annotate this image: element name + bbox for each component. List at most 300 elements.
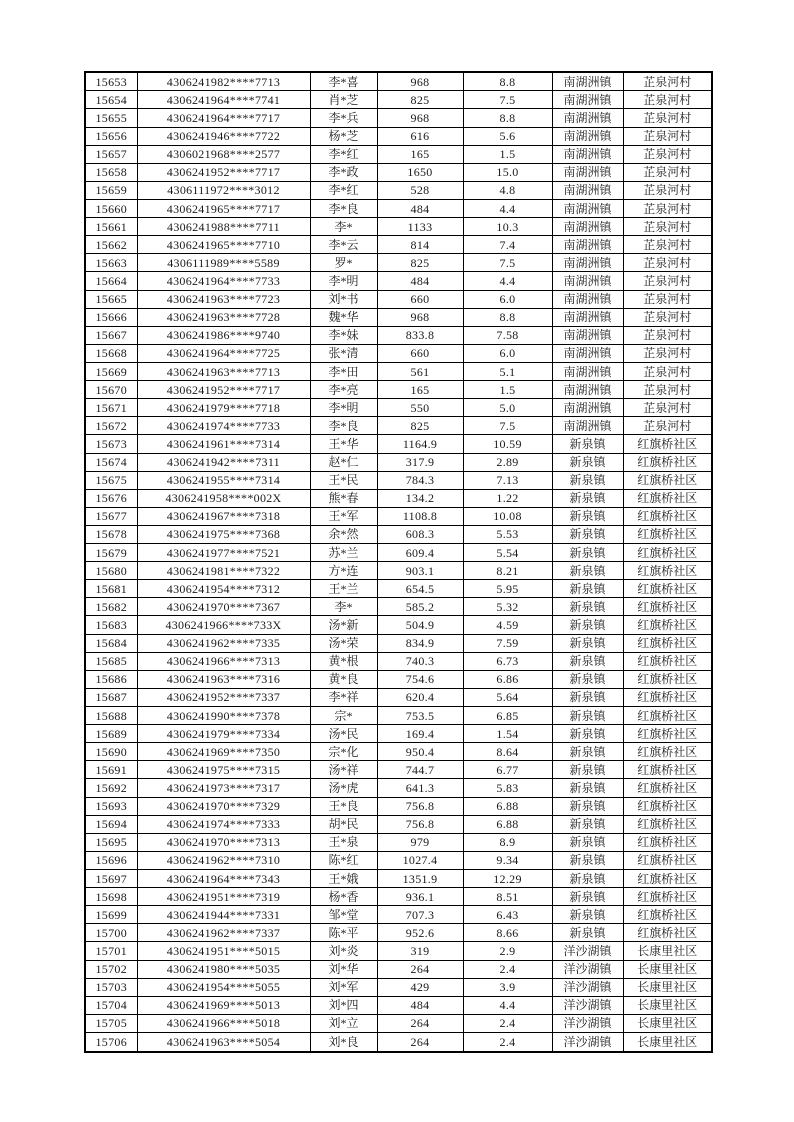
cell-name: 李*祥 <box>310 688 377 706</box>
cell-id-number: 4306241962****7310 <box>137 851 310 869</box>
cell-value-2: 5.54 <box>463 544 552 562</box>
cell-serial-number: 15688 <box>85 707 137 725</box>
cell-town: 新泉镇 <box>552 779 623 797</box>
cell-town: 南湖洲镇 <box>552 199 623 217</box>
cell-value-2: 7.4 <box>463 236 552 254</box>
cell-value-2: 5.6 <box>463 127 552 145</box>
cell-village: 芷泉河村 <box>623 127 712 145</box>
cell-village: 芷泉河村 <box>623 417 712 435</box>
cell-name: 陈*平 <box>310 924 377 942</box>
cell-village: 长康里社区 <box>623 1033 712 1053</box>
cell-village: 芷泉河村 <box>623 344 712 362</box>
cell-id-number: 4306241969****5013 <box>137 996 310 1014</box>
cell-town: 洋沙湖镇 <box>552 942 623 960</box>
cell-name: 杨*香 <box>310 888 377 906</box>
cell-village: 红旗桥社区 <box>623 833 712 851</box>
cell-town: 新泉镇 <box>552 851 623 869</box>
table-row <box>85 199 712 217</box>
cell-value-2: 8.9 <box>463 833 552 851</box>
cell-value-2: 4.4 <box>463 199 552 217</box>
cell-value-2: 7.13 <box>463 471 552 489</box>
cell-value-1: 936.1 <box>377 888 463 906</box>
cell-village: 芷泉河村 <box>623 181 712 199</box>
cell-value-2: 5.0 <box>463 399 552 417</box>
cell-id-number: 4306241966****733X <box>137 616 310 634</box>
cell-value-1: 609.4 <box>377 544 463 562</box>
cell-town: 洋沙湖镇 <box>552 1014 623 1032</box>
cell-serial-number: 15671 <box>85 399 137 417</box>
cell-town: 南湖洲镇 <box>552 91 623 109</box>
cell-serial-number: 15672 <box>85 417 137 435</box>
cell-town: 新泉镇 <box>552 435 623 453</box>
cell-value-1: 1133 <box>377 218 463 236</box>
cell-town: 新泉镇 <box>552 544 623 562</box>
table-row <box>85 399 712 417</box>
cell-value-1: 968 <box>377 109 463 127</box>
cell-town: 南湖洲镇 <box>552 181 623 199</box>
cell-serial-number: 15661 <box>85 218 137 236</box>
cell-serial-number: 15692 <box>85 779 137 797</box>
cell-town: 南湖洲镇 <box>552 344 623 362</box>
cell-serial-number: 15678 <box>85 525 137 543</box>
cell-id-number: 4306241974****7333 <box>137 815 310 833</box>
cell-town: 新泉镇 <box>552 453 623 471</box>
cell-name: 王*泉 <box>310 833 377 851</box>
cell-name: 李*喜 <box>310 72 377 91</box>
cell-serial-number: 15704 <box>85 996 137 1014</box>
cell-name: 张*清 <box>310 344 377 362</box>
cell-id-number: 4306241988****7711 <box>137 218 310 236</box>
cell-value-1: 654.5 <box>377 580 463 598</box>
cell-name: 汤*祥 <box>310 761 377 779</box>
cell-serial-number: 15691 <box>85 761 137 779</box>
table-row <box>85 236 712 254</box>
cell-town: 新泉镇 <box>552 870 623 888</box>
cell-value-1: 903.1 <box>377 562 463 580</box>
table-row <box>85 290 712 308</box>
cell-id-number: 4306241977****7521 <box>137 544 310 562</box>
cell-name: 李*云 <box>310 236 377 254</box>
cell-village: 长康里社区 <box>623 996 712 1014</box>
cell-id-number: 4306241969****7350 <box>137 743 310 761</box>
table-row <box>85 743 712 761</box>
cell-town: 新泉镇 <box>552 888 623 906</box>
cell-id-number: 4306241964****7343 <box>137 870 310 888</box>
cell-id-number: 4306241942****7311 <box>137 453 310 471</box>
cell-value-1: 264 <box>377 960 463 978</box>
cell-value-1: 660 <box>377 344 463 362</box>
cell-town: 洋沙湖镇 <box>552 996 623 1014</box>
cell-name: 李*妹 <box>310 326 377 344</box>
table-row <box>85 72 712 91</box>
cell-id-number: 4306241954****5055 <box>137 978 310 996</box>
cell-name: 魏*华 <box>310 308 377 326</box>
cell-value-1: 1650 <box>377 163 463 181</box>
cell-village: 芷泉河村 <box>623 145 712 163</box>
cell-town: 新泉镇 <box>552 924 623 942</box>
cell-value-2: 4.4 <box>463 996 552 1014</box>
cell-value-1: 620.4 <box>377 688 463 706</box>
cell-value-1: 814 <box>377 236 463 254</box>
cell-id-number: 4306241946****7722 <box>137 127 310 145</box>
table-row <box>85 218 712 236</box>
cell-value-1: 833.8 <box>377 326 463 344</box>
cell-name: 宗*化 <box>310 743 377 761</box>
table-row <box>85 851 712 869</box>
cell-serial-number: 15662 <box>85 236 137 254</box>
cell-serial-number: 15686 <box>85 670 137 688</box>
cell-village: 红旗桥社区 <box>623 435 712 453</box>
cell-value-1: 1164.9 <box>377 435 463 453</box>
cell-name: 汤*虎 <box>310 779 377 797</box>
table-row <box>85 688 712 706</box>
cell-town: 南湖洲镇 <box>552 308 623 326</box>
cell-id-number: 4306241954****7312 <box>137 580 310 598</box>
cell-value-1: 264 <box>377 1033 463 1053</box>
cell-value-1: 264 <box>377 1014 463 1032</box>
cell-name: 陈*红 <box>310 851 377 869</box>
cell-town: 南湖洲镇 <box>552 326 623 344</box>
cell-value-1: 968 <box>377 72 463 91</box>
cell-village: 红旗桥社区 <box>623 688 712 706</box>
cell-village: 红旗桥社区 <box>623 797 712 815</box>
cell-village: 芷泉河村 <box>623 399 712 417</box>
cell-name: 汤*新 <box>310 616 377 634</box>
cell-village: 长康里社区 <box>623 978 712 996</box>
cell-name: 刘*四 <box>310 996 377 1014</box>
cell-name: 李*田 <box>310 362 377 380</box>
cell-village: 芷泉河村 <box>623 326 712 344</box>
cell-value-2: 6.43 <box>463 906 552 924</box>
cell-village: 芷泉河村 <box>623 218 712 236</box>
cell-name: 王*良 <box>310 797 377 815</box>
cell-id-number: 4306241975****7368 <box>137 525 310 543</box>
cell-name: 刘*立 <box>310 1014 377 1032</box>
cell-village: 长康里社区 <box>623 942 712 960</box>
cell-town: 洋沙湖镇 <box>552 960 623 978</box>
table-row <box>85 906 712 924</box>
cell-serial-number: 15670 <box>85 381 137 399</box>
cell-village: 红旗桥社区 <box>623 725 712 743</box>
table-row <box>85 562 712 580</box>
cell-town: 新泉镇 <box>552 906 623 924</box>
cell-serial-number: 15690 <box>85 743 137 761</box>
cell-serial-number: 15653 <box>85 72 137 91</box>
table-row <box>85 145 712 163</box>
cell-value-1: 134.2 <box>377 489 463 507</box>
table-row <box>85 326 712 344</box>
cell-name: 汤*民 <box>310 725 377 743</box>
table-row <box>85 362 712 380</box>
cell-value-1: 484 <box>377 272 463 290</box>
cell-value-1: 754.6 <box>377 670 463 688</box>
cell-serial-number: 15668 <box>85 344 137 362</box>
cell-value-1: 429 <box>377 978 463 996</box>
cell-name: 王*华 <box>310 435 377 453</box>
cell-village: 红旗桥社区 <box>623 870 712 888</box>
cell-id-number: 4306241970****7367 <box>137 598 310 616</box>
cell-value-2: 4.4 <box>463 272 552 290</box>
cell-name: 李*良 <box>310 417 377 435</box>
cell-value-2: 8.21 <box>463 562 552 580</box>
table-row <box>85 91 712 109</box>
table-row <box>85 544 712 562</box>
cell-village: 芷泉河村 <box>623 72 712 91</box>
table-row <box>85 381 712 399</box>
cell-town: 新泉镇 <box>552 507 623 525</box>
cell-serial-number: 15698 <box>85 888 137 906</box>
cell-town: 南湖洲镇 <box>552 72 623 91</box>
cell-village: 红旗桥社区 <box>623 525 712 543</box>
cell-value-1: 561 <box>377 362 463 380</box>
table-row <box>85 525 712 543</box>
cell-id-number: 4306241951****7319 <box>137 888 310 906</box>
cell-town: 南湖洲镇 <box>552 381 623 399</box>
cell-value-2: 2.89 <box>463 453 552 471</box>
cell-value-1: 825 <box>377 91 463 109</box>
table-row <box>85 127 712 145</box>
table-row <box>85 453 712 471</box>
cell-value-2: 6.85 <box>463 707 552 725</box>
cell-village: 红旗桥社区 <box>623 634 712 652</box>
cell-name: 黄*根 <box>310 652 377 670</box>
cell-id-number: 4306241952****7717 <box>137 163 310 181</box>
cell-id-number: 4306241955****7314 <box>137 471 310 489</box>
cell-value-1: 707.3 <box>377 906 463 924</box>
cell-id-number: 4306241951****5015 <box>137 942 310 960</box>
cell-village: 红旗桥社区 <box>623 471 712 489</box>
cell-name: 余*然 <box>310 525 377 543</box>
cell-name: 李*红 <box>310 181 377 199</box>
cell-value-2: 6.77 <box>463 761 552 779</box>
cell-village: 红旗桥社区 <box>623 779 712 797</box>
cell-village: 红旗桥社区 <box>623 761 712 779</box>
cell-id-number: 4306241990****7378 <box>137 707 310 725</box>
cell-value-1: 608.3 <box>377 525 463 543</box>
cell-value-2: 1.5 <box>463 381 552 399</box>
table-row <box>85 1033 712 1053</box>
cell-value-1: 550 <box>377 399 463 417</box>
cell-value-1: 165 <box>377 145 463 163</box>
cell-id-number: 4306241980****5035 <box>137 960 310 978</box>
table-row <box>85 761 712 779</box>
cell-serial-number: 15675 <box>85 471 137 489</box>
cell-value-1: 1027.4 <box>377 851 463 869</box>
table-row <box>85 181 712 199</box>
cell-value-2: 6.0 <box>463 290 552 308</box>
cell-town: 新泉镇 <box>552 580 623 598</box>
cell-town: 新泉镇 <box>552 833 623 851</box>
cell-village: 芷泉河村 <box>623 362 712 380</box>
cell-name: 罗* <box>310 254 377 272</box>
cell-serial-number: 15676 <box>85 489 137 507</box>
cell-town: 新泉镇 <box>552 634 623 652</box>
cell-value-2: 5.64 <box>463 688 552 706</box>
cell-name: 胡*民 <box>310 815 377 833</box>
cell-value-2: 8.66 <box>463 924 552 942</box>
cell-village: 红旗桥社区 <box>623 562 712 580</box>
cell-town: 新泉镇 <box>552 670 623 688</box>
cell-town: 新泉镇 <box>552 725 623 743</box>
cell-town: 新泉镇 <box>552 525 623 543</box>
cell-id-number: 4306241961****7314 <box>137 435 310 453</box>
table-row <box>85 308 712 326</box>
cell-serial-number: 15658 <box>85 163 137 181</box>
table-row <box>85 833 712 851</box>
cell-id-number: 4306241962****7337 <box>137 924 310 942</box>
cell-value-2: 12.29 <box>463 870 552 888</box>
cell-serial-number: 15655 <box>85 109 137 127</box>
cell-town: 南湖洲镇 <box>552 254 623 272</box>
cell-value-2: 1.5 <box>463 145 552 163</box>
cell-name: 熊*春 <box>310 489 377 507</box>
cell-value-1: 317.9 <box>377 453 463 471</box>
cell-value-1: 1351.9 <box>377 870 463 888</box>
cell-value-2: 2.4 <box>463 1033 552 1053</box>
cell-name: 赵*仁 <box>310 453 377 471</box>
cell-name: 王*娥 <box>310 870 377 888</box>
cell-serial-number: 15680 <box>85 562 137 580</box>
cell-id-number: 4306241952****7337 <box>137 688 310 706</box>
cell-village: 芷泉河村 <box>623 109 712 127</box>
cell-value-2: 10.08 <box>463 507 552 525</box>
cell-value-1: 952.6 <box>377 924 463 942</box>
cell-town: 洋沙湖镇 <box>552 978 623 996</box>
cell-name: 王*军 <box>310 507 377 525</box>
cell-serial-number: 15681 <box>85 580 137 598</box>
cell-value-2: 5.95 <box>463 580 552 598</box>
cell-value-1: 753.5 <box>377 707 463 725</box>
table-row <box>85 707 712 725</box>
table-row <box>85 942 712 960</box>
cell-id-number: 4306241964****7725 <box>137 344 310 362</box>
table-body <box>85 72 712 1052</box>
cell-town: 洋沙湖镇 <box>552 1033 623 1053</box>
cell-value-2: 7.5 <box>463 254 552 272</box>
table-row <box>85 272 712 290</box>
table-row <box>85 725 712 743</box>
cell-value-2: 8.8 <box>463 72 552 91</box>
cell-village: 芷泉河村 <box>623 290 712 308</box>
cell-value-1: 825 <box>377 254 463 272</box>
cell-village: 红旗桥社区 <box>623 906 712 924</box>
cell-value-2: 2.9 <box>463 942 552 960</box>
cell-town: 南湖洲镇 <box>552 127 623 145</box>
cell-id-number: 4306241963****7723 <box>137 290 310 308</box>
cell-value-1: 979 <box>377 833 463 851</box>
cell-village: 芷泉河村 <box>623 236 712 254</box>
cell-name: 李*明 <box>310 272 377 290</box>
cell-value-2: 5.1 <box>463 362 552 380</box>
cell-town: 南湖洲镇 <box>552 272 623 290</box>
cell-value-2: 2.4 <box>463 960 552 978</box>
cell-village: 芷泉河村 <box>623 254 712 272</box>
table-row <box>85 797 712 815</box>
cell-value-2: 1.22 <box>463 489 552 507</box>
cell-value-2: 10.59 <box>463 435 552 453</box>
cell-serial-number: 15660 <box>85 199 137 217</box>
cell-village: 长康里社区 <box>623 1014 712 1032</box>
cell-name: 王*民 <box>310 471 377 489</box>
table-row <box>85 344 712 362</box>
cell-id-number: 4306241986****9740 <box>137 326 310 344</box>
cell-id-number: 4306241965****7717 <box>137 199 310 217</box>
cell-village: 红旗桥社区 <box>623 453 712 471</box>
cell-serial-number: 15706 <box>85 1033 137 1053</box>
cell-id-number: 4306241964****7717 <box>137 109 310 127</box>
table-row <box>85 471 712 489</box>
cell-name: 李*明 <box>310 399 377 417</box>
cell-value-2: 1.54 <box>463 725 552 743</box>
cell-id-number: 4306111989****5589 <box>137 254 310 272</box>
cell-name: 刘*书 <box>310 290 377 308</box>
cell-id-number: 4306241944****7331 <box>137 906 310 924</box>
table-row <box>85 670 712 688</box>
cell-town: 新泉镇 <box>552 797 623 815</box>
table-row <box>85 616 712 634</box>
cell-value-2: 8.51 <box>463 888 552 906</box>
cell-town: 新泉镇 <box>552 489 623 507</box>
cell-value-2: 6.88 <box>463 815 552 833</box>
cell-town: 南湖洲镇 <box>552 417 623 435</box>
cell-name: 李*良 <box>310 199 377 217</box>
cell-value-1: 165 <box>377 381 463 399</box>
cell-value-1: 319 <box>377 942 463 960</box>
cell-town: 南湖洲镇 <box>552 362 623 380</box>
cell-name: 李*亮 <box>310 381 377 399</box>
cell-village: 芷泉河村 <box>623 91 712 109</box>
cell-serial-number: 15689 <box>85 725 137 743</box>
cell-id-number: 4306241964****7741 <box>137 91 310 109</box>
cell-value-1: 528 <box>377 181 463 199</box>
cell-village: 芷泉河村 <box>623 272 712 290</box>
cell-id-number: 4306241964****7733 <box>137 272 310 290</box>
cell-value-2: 6.0 <box>463 344 552 362</box>
cell-value-2: 6.88 <box>463 797 552 815</box>
cell-serial-number: 15685 <box>85 652 137 670</box>
table-row <box>85 634 712 652</box>
cell-serial-number: 15664 <box>85 272 137 290</box>
cell-id-number: 4306241974****7733 <box>137 417 310 435</box>
cell-village: 红旗桥社区 <box>623 851 712 869</box>
table-row <box>85 1014 712 1032</box>
table-row <box>85 888 712 906</box>
cell-serial-number: 15694 <box>85 815 137 833</box>
subsidy-table <box>84 71 713 1053</box>
table-row <box>85 779 712 797</box>
cell-serial-number: 15699 <box>85 906 137 924</box>
cell-value-2: 7.59 <box>463 634 552 652</box>
cell-serial-number: 15669 <box>85 362 137 380</box>
cell-value-2: 4.59 <box>463 616 552 634</box>
cell-serial-number: 15683 <box>85 616 137 634</box>
cell-value-1: 484 <box>377 996 463 1014</box>
table-row <box>85 507 712 525</box>
cell-serial-number: 15679 <box>85 544 137 562</box>
cell-village: 红旗桥社区 <box>623 815 712 833</box>
cell-village: 芷泉河村 <box>623 199 712 217</box>
cell-value-1: 784.3 <box>377 471 463 489</box>
cell-value-1: 756.8 <box>377 797 463 815</box>
table-row <box>85 489 712 507</box>
cell-village: 红旗桥社区 <box>623 507 712 525</box>
cell-value-1: 1108.8 <box>377 507 463 525</box>
cell-serial-number: 15700 <box>85 924 137 942</box>
cell-value-1: 504.9 <box>377 616 463 634</box>
table-row <box>85 652 712 670</box>
table-row <box>85 580 712 598</box>
cell-value-1: 641.3 <box>377 779 463 797</box>
